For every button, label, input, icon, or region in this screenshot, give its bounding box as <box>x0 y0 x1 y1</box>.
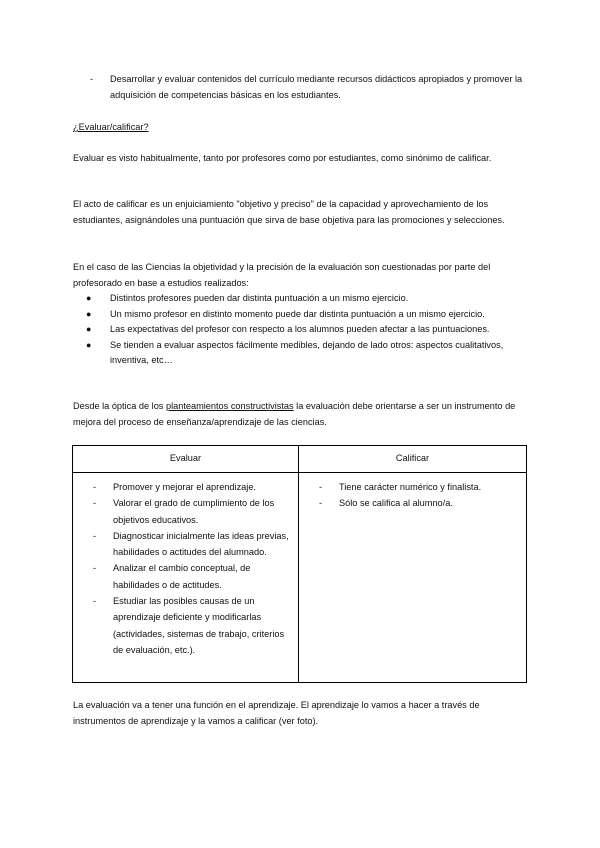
section-heading: ¿Evaluar/calificar? <box>73 122 149 132</box>
intro-list-text: Desarrollar y evaluar contenidos del currículo mediante recursos didácticos apropiados y promover la adquisición de competencias básicas en los estudiantes. <box>110 74 523 100</box>
paragraph-funcion-aprendizaje: La evaluación va a tener una función en el aprendizaje. El aprendizaje lo vamos a hacer a través de instrumentos de aprendizaje y la vamos a calificar (ver foto). <box>73 700 480 726</box>
list-item <box>93 495 290 528</box>
list-item <box>86 307 536 323</box>
list-item-text: Valorar el grado de cumplimiento de los objetivos educativos. <box>113 498 275 525</box>
comparison-table <box>72 445 527 683</box>
list-item-text: Tiene carácter numérico y finalista. <box>339 482 482 492</box>
bullet-text: Las expectativas del profesor con respecto a los alumnos pueden afectar a las puntuaciones. <box>110 324 490 334</box>
underlined-term: planteamientos constructivistas <box>165 401 294 411</box>
paragraph-constructivistas <box>73 399 533 430</box>
bullet-marker: ● <box>86 324 92 334</box>
list-item <box>86 338 536 369</box>
bullet-text: Un mismo profesor en distinto momento puede dar distinta puntuación a un mismo ejercicio. <box>110 308 485 319</box>
intro-list-item <box>90 72 530 103</box>
list-item <box>86 322 536 338</box>
bullet-list <box>86 291 536 369</box>
bullet-marker: ● <box>86 339 92 350</box>
list-item <box>319 495 518 511</box>
dash-marker: - <box>93 596 97 607</box>
calificar-list <box>319 479 518 512</box>
list-item <box>86 291 536 307</box>
paragraph-evaluar-sinonimo: Evaluar es visto habitualmente, tanto por profesores como por estudiantes, como sinónimo de calificar. <box>73 153 492 163</box>
dash-marker: - <box>90 74 94 84</box>
list-item <box>93 479 290 495</box>
paragraph-text: Desde la óptica de los <box>73 401 166 411</box>
paragraph-text: la evaluación debe orientarse a ser un instrumento de mejora del proceso de enseñanza/aprendizaje de las ciencias. <box>73 401 516 427</box>
dash-marker: - <box>93 498 97 509</box>
list-item-text: Analizar el cambio conceptual, de habilidades o de actitudes. <box>113 563 251 590</box>
table-cell-calificar <box>299 473 527 683</box>
list-item <box>319 479 518 495</box>
dash-marker: - <box>319 482 323 492</box>
table-cell-evaluar <box>73 473 299 683</box>
table-header-calificar: Calificar <box>299 446 527 473</box>
evaluar-list <box>93 479 290 658</box>
bullet-text: Distintos profesores pueden dar distinta puntuación a un mismo ejercicio. <box>110 293 409 303</box>
paragraph-acto-calificar: El acto de calificar es un enjuiciamiento "objetivo y preciso" de la capacidad y aprovechamiento de los estudiantes, asignándoles una puntuación que sirva de base objetiva para las promociones y selecciones. <box>73 199 505 225</box>
list-item <box>93 560 290 593</box>
paragraph-ciencias: En el caso de las Ciencias la objetividad y la precisión de la evaluación son cuestionadas por parte del profesorado en base a estudios realizados: <box>73 262 491 288</box>
dash-marker: - <box>93 482 97 492</box>
list-item-text: Diagnosticar inicialmente las ideas previas, habilidades o actitudes del alumnado. <box>113 530 289 558</box>
list-item <box>93 593 290 658</box>
bullet-marker: ● <box>86 293 92 303</box>
bullet-text: Se tienden a evaluar aspectos fácilmente medibles, dejando de lado otros: aspectos cualitativos, inventiva, etc… <box>110 339 504 365</box>
table-header-evaluar: Evaluar <box>73 446 299 473</box>
list-item-text: Sólo se califica al alumno/a. <box>339 498 453 509</box>
list-item-text: Estudiar las posibles causas de un aprendizaje deficiente y modificarlas (actividades, sistemas de trabajo, criterios de evaluación, etc.). <box>113 596 285 655</box>
list-item-text: Promover y mejorar el aprendizaje. <box>113 482 256 492</box>
list-item <box>93 528 290 561</box>
dash-marker: - <box>93 530 97 541</box>
dash-marker: - <box>93 563 97 574</box>
bullet-marker: ● <box>86 308 92 319</box>
dash-marker: - <box>319 498 323 509</box>
